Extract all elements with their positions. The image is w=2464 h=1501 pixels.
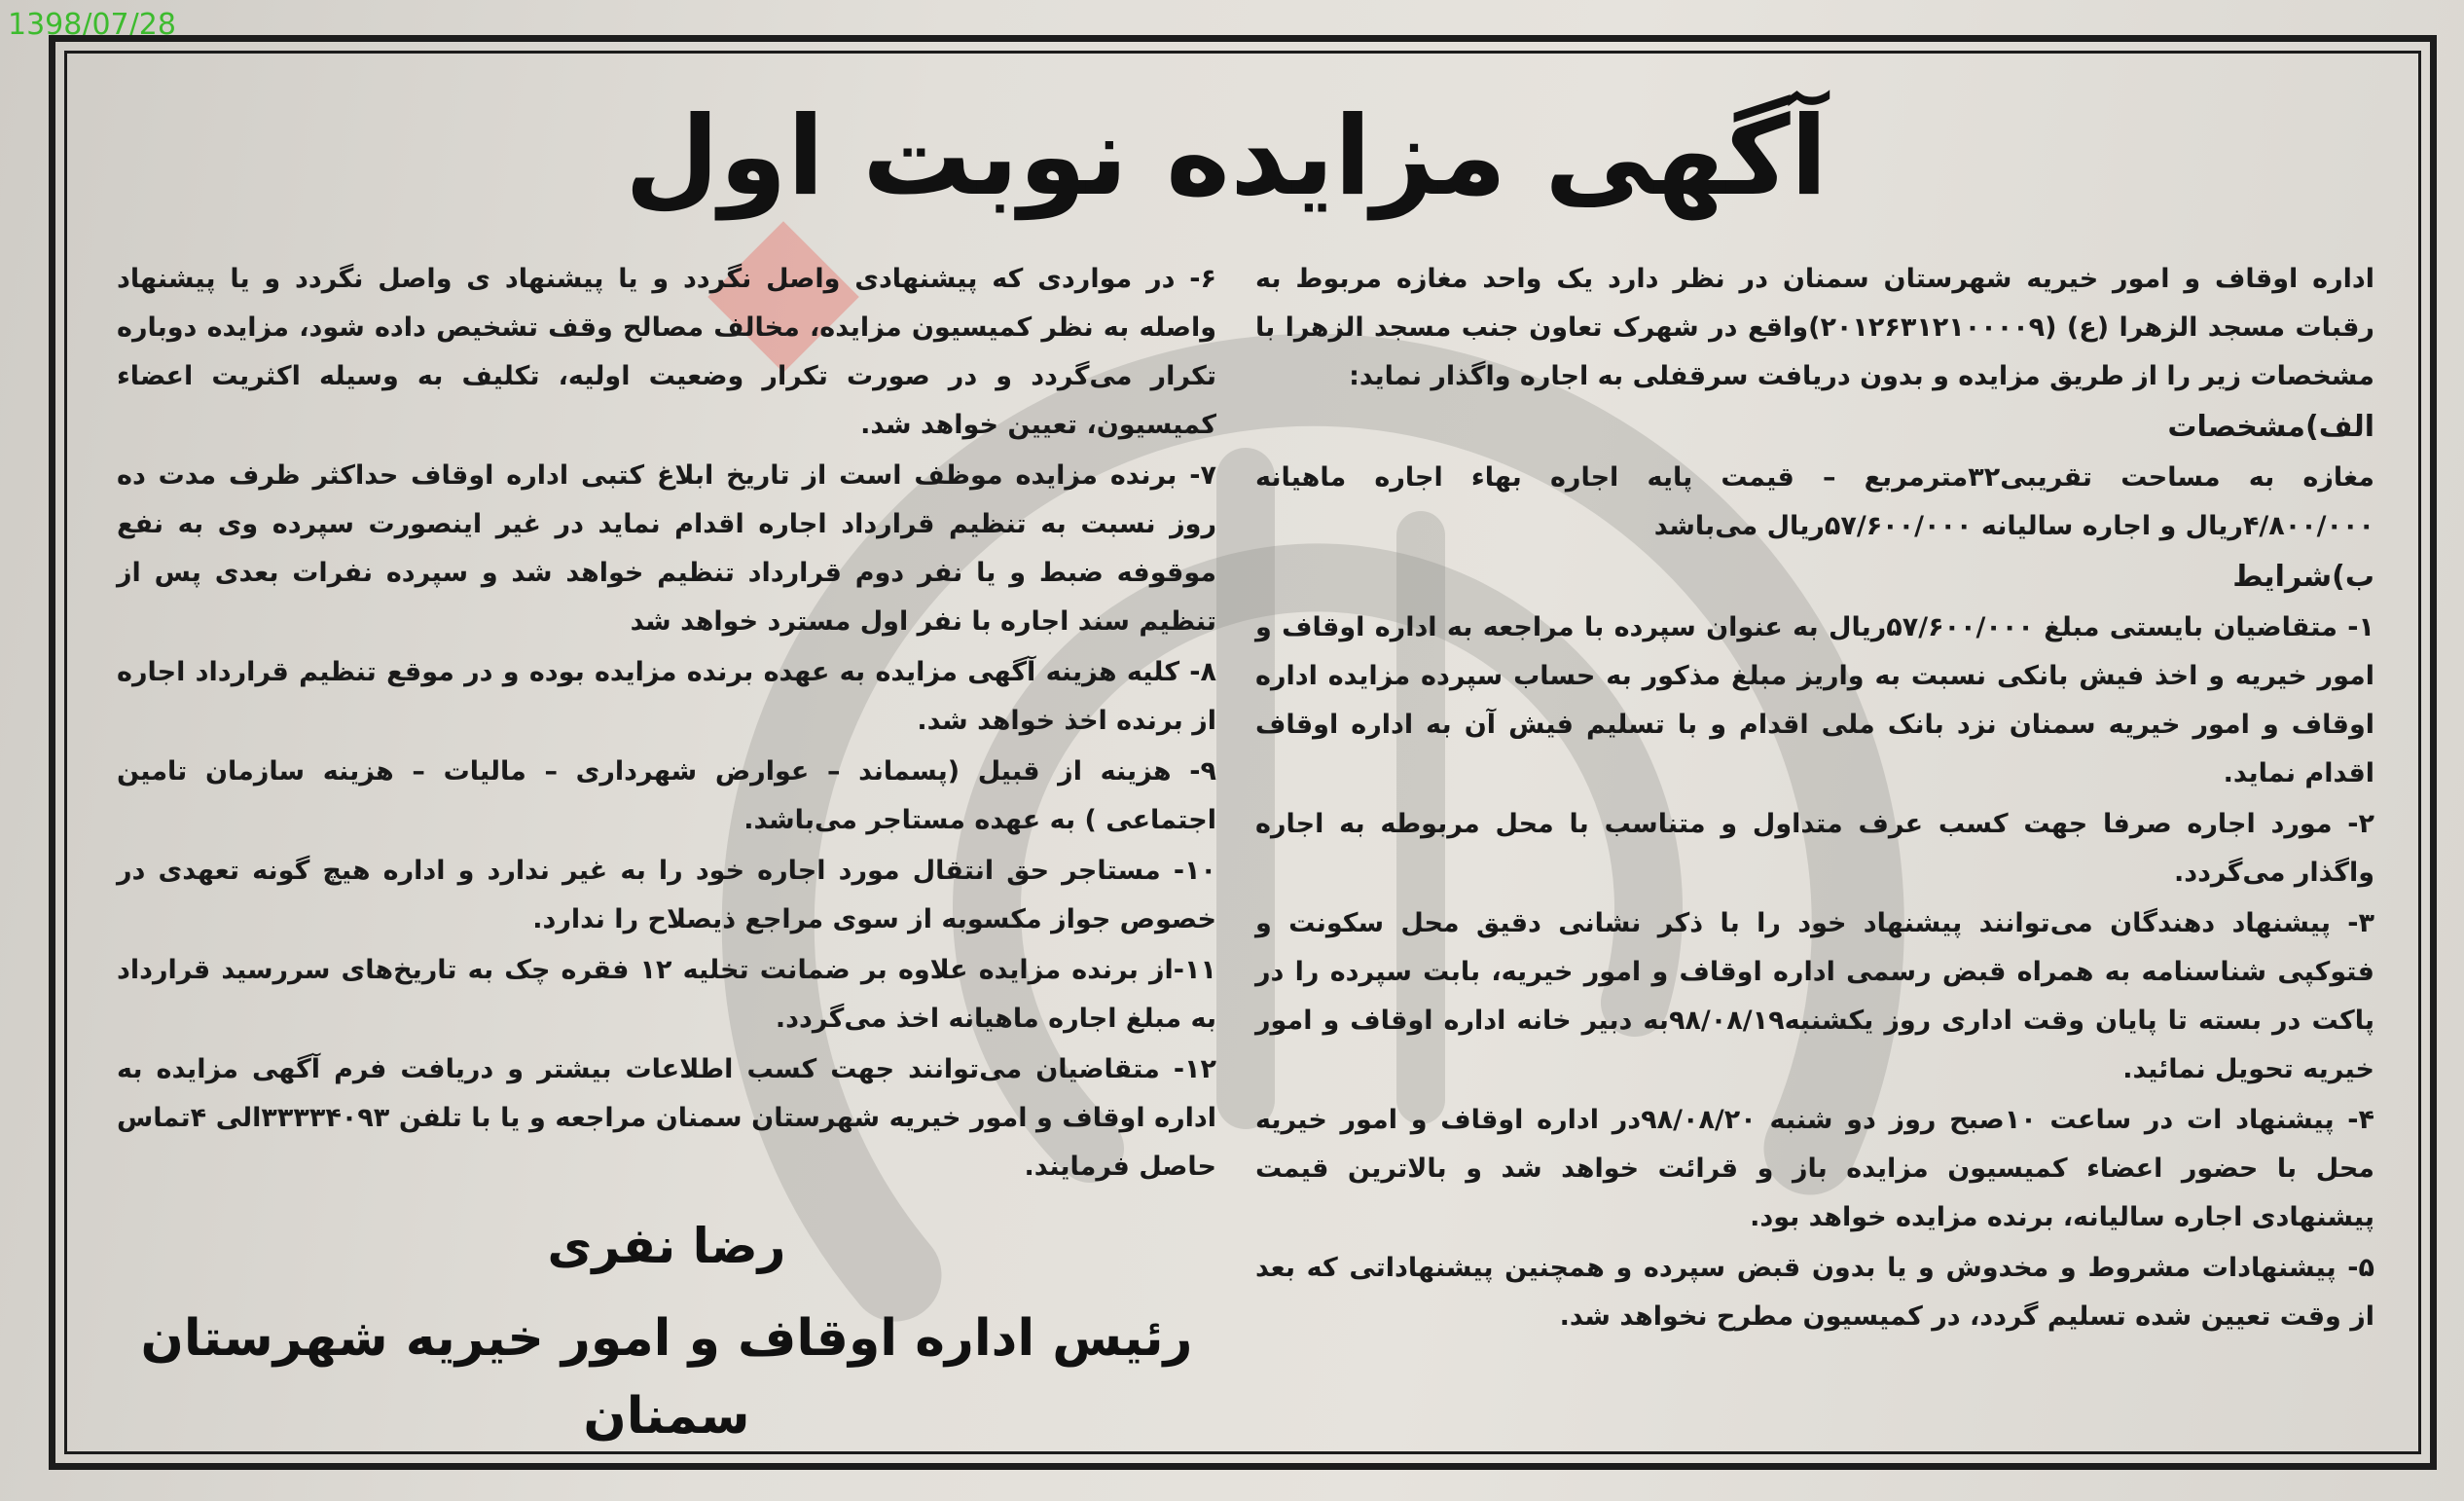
condition-item: ۶- در مواردی که پیشنهادی واصل نگردد و یا پیشنهاد ی واصل نگردد و یا پیشنهاد واصله به نظر کمیسیون مزایده، مخالف مصالح وقف تشخیص داده شود، مزایده دوباره تکرار می‌گردد و در صورت تکرار وضعیت اولیه، تکلیف به وسیله اکثریت اعضاء کمیسیون، تعیین خواهد شد. <box>117 264 1216 440</box>
condition-item: ۱- متقاضیان بایستی مبلغ ۵۷/۶۰۰/۰۰۰ریال به عنوان سپرده با مراجعه به اداره اوقاف و امور خیریه و اخذ فیش بانکی نسبت به واریز مبلغ مذکور به حساب سپرده مزایده اداره اوقاف و امور خیریه سمنان نزد بانک ملی اقدام و با تسلیم فیش آن به اداره اوقاف اقدام نماید. <box>1255 612 2375 788</box>
announcement-title: آگهی مزایده نوبت اول <box>624 93 1829 220</box>
left-column <box>117 255 1216 1193</box>
condition-item: ۴- پیشنهاد ات در ساعت ۱۰صبح روز دو شنبه ۹۸/۰۸/۲۰در اداره اوقاف و امور خیریه محل با حضور اعضاء کمیسیون مزایده باز و قرائت خواهد شد و بالاترین قیمت پیشنهادی اجاره سالیانه، برنده مزایده خواهد بود. <box>1255 1105 2374 1232</box>
condition-item: ۱۲- متقاضیان می‌توانند جهت کسب اطلاعات بیشتر و دریافت فرم آگهی مزایده به اداره اوقاف و امور خیریه شهرستان سمنان مراجعه و یا با تلفن ۳۳۳۳۴۰۹۳الی ۴تماس حاصل فرمایند. <box>117 1054 1217 1182</box>
condition-item: ۷- برنده مزایده موظف است از تاریخ ابلاغ کتبی اداره اوقاف حداکثر ظرف مدت ده روز نسبت به تنظیم قرارداد اجاره اقدام نماید در غیر اینصورت سپرده وی به نفع موقوفه ضبط و یا نفر دوم قرارداد تنظیم خواهد شد و سپرده نفرات بعدی پس از تنظیم سند اجاره با نفر اول مسترد خواهد شد <box>117 460 1216 637</box>
condition-item: ۲- مورد اجاره صرفا جهت کسب عرف متداول و متناسب با محل مربوطه به اجاره واگذار می‌گردد. <box>1255 809 2374 888</box>
intro-paragraph: اداره اوقاف و امور خیریه شهرستان سمنان در نظر دارد یک واحد مغازه مربوط به رقبات مسجد الزهرا (ع) (۲۰۱۲۶۳۱۲۱۰۰۰۰۹)واقع در شهرک تعاون جنب مسجد الزهرا با مشخصات زیر را از طریق مزایده و بدون دریافت سرقفلی به اجاره واگذار نماید: <box>1255 264 2374 391</box>
spec-paragraph: مغازه به مساحت تقریبی۳۲مترمربع – قیمت پایه اجاره بهاء اجاره ماهیانه ۴/۸۰۰/۰۰۰ریال و اجاره سالیانه ۵۷/۶۰۰/۰۰۰ریال می‌باشد <box>1255 462 2374 541</box>
spec-heading: الف)مشخصات <box>2167 410 2374 444</box>
date-stamp: 1398/07/28 <box>8 8 176 42</box>
signature-title: رئیس اداره اوقاف و امور خیریه شهرستان سمنان <box>140 1309 1193 1446</box>
condition-item: ۱۱-از برنده مزایده علاوه بر ضمانت تخلیه ۱۲ فقره چک به تاریخ‌های سررسید قرارداد به مبلغ اجاره ماهیانه اخذ می‌گردد. <box>117 955 1216 1034</box>
condition-item: ۵- پیشنهادات مشروط و مخدوش و یا بدون قبض سپرده و همچنین پیشنهاداتی که بعد از وقت تعیین شده تسلیم گردد، در کمیسیون مطرح نخواهد شد. <box>1255 1253 2374 1332</box>
signature-name: رضا نفری <box>547 1218 786 1274</box>
conditions-heading: ب)شرایط <box>2232 560 2374 594</box>
right-column <box>1255 255 2374 1343</box>
condition-item: ۹- هزینه از قبیل (پسماند – عوارض شهرداری – مالیات – هزینه سازمان تامین اجتماعی ) به عهده مستاجر می‌باشد. <box>117 756 1216 835</box>
condition-item: ۱۰- مستاجر حق انتقال مورد اجاره خود را به غیر ندارد و اداره هیچ گونه تعهدی در خصوص جواز مکسوبه از سوی مراجع ذیصلاح را ندارد. <box>117 856 1216 934</box>
condition-item: ۸- کلیه هزینه آگهی مزایده به عهده برنده مزایده بوده و در موقع تنظیم قرارداد اجاره از برنده اخذ خواهد شد. <box>117 657 1216 736</box>
condition-item: ۳- پیشنهاد دهندگان می‌توانند پیشنهاد خود را با ذکر نشانی دقیق محل سکونت و فتوکپی شناسنامه به همراه قبض رسمی اداره اوقاف و امور خیریه، بابت سپرده را در پاکت در بسته تا پایان وقت اداری روز یکشنبه۹۸/۰۸/۱۹به دبیر خانه اداره اوقاف و امور خیریه تحویل نمائید. <box>1255 908 2375 1084</box>
